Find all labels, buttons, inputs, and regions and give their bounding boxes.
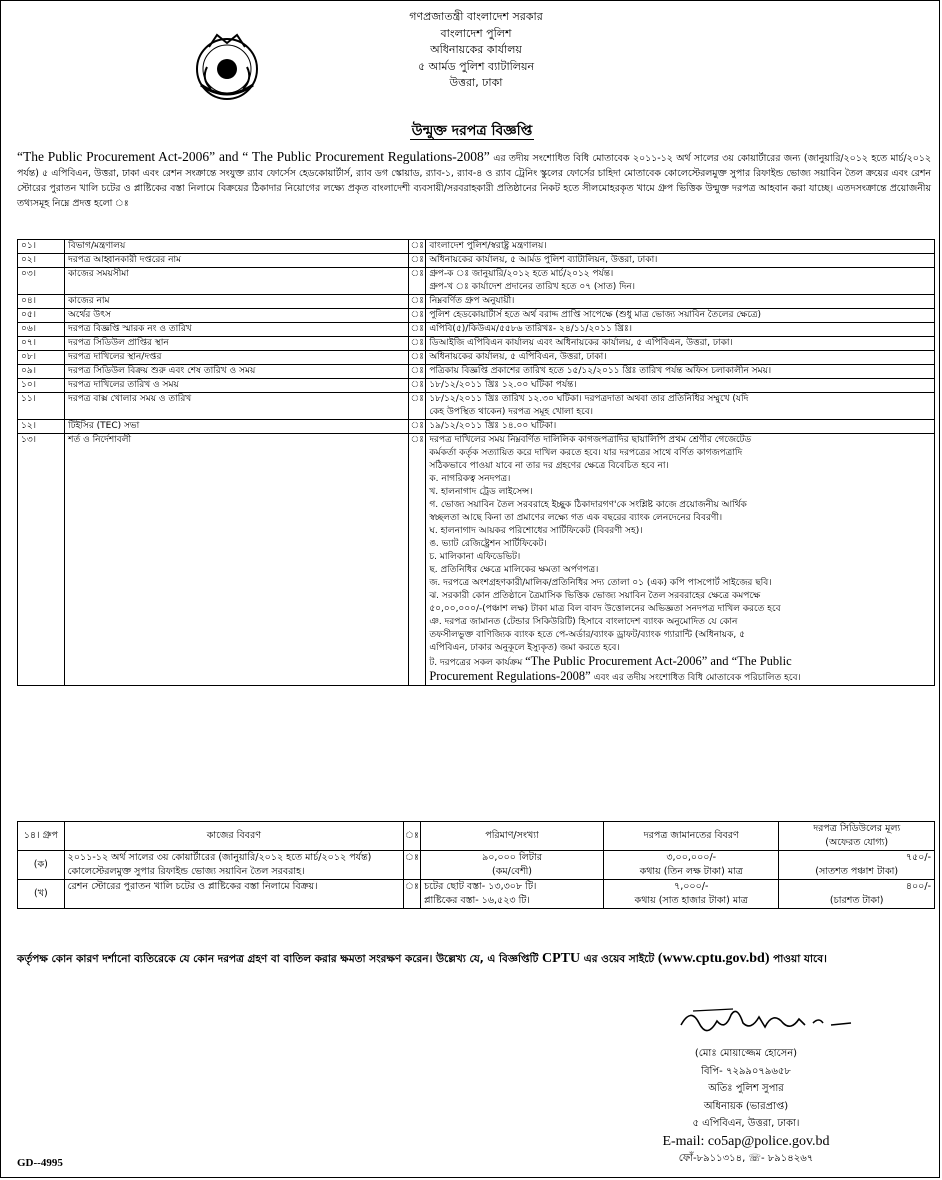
- row-value: ১৯/১২/২০১১ খ্রিঃ ১৪.০০ ঘটিকা।: [426, 420, 935, 434]
- row-colon: ঃ: [409, 295, 426, 309]
- col-header-security: দরপত্র জামানতের বিবরণ: [604, 822, 779, 851]
- col-header-group: ১৪। গ্রুপ: [18, 822, 65, 851]
- price-line: (সাতশত পঞ্চাশ টাকা): [815, 866, 899, 877]
- table-row: [18, 420, 935, 434]
- signature-block: [611, 1045, 881, 1168]
- condition-line: ঞ. দরপত্র জামানত (টেন্ডার সিকিউরিটি) হিসাবে বাংলাদেশ ব্যাংক অনুমোদিত যে কোন: [429, 617, 738, 627]
- row-colon: ঃ: [404, 822, 421, 851]
- condition-line: ঘ. হালনাগাদ আয়কর পরিশোধের সার্টিফিকেট (বিবরণী সহ)।: [429, 526, 643, 536]
- note-text: এর ওয়েব সাইটে: [580, 953, 658, 965]
- gd-number: GD--4995: [17, 1157, 63, 1169]
- row-value: পুলিশ হেডকোয়ার্টার্স হতে অর্থ বরাদ্দ প্রাপ্তি সাপেক্ষে (শুধু মাত্র ভোজ্য সয়াবিন তৈলের ক্ষেত্রে): [426, 309, 935, 323]
- groups-header-row: [18, 822, 935, 851]
- signatory-email[interactable]: E-mail: co5ap@police.gov.bd: [662, 1133, 830, 1149]
- group-description: ২০১১-১২ অর্থ সালের ৩য় কোয়ার্টারের (জানুয়ারি/২০১২ হতে মার্চ/২০১২ পর্যন্ত) কোলেস্টেরলমুক্ত সুপার রিফাইন্ড ভোজ্য সয়াবিন তৈল সরবরাহ।: [64, 851, 403, 880]
- row-value: [426, 393, 935, 420]
- row-value: পত্রিকায় বিজ্ঞপ্তি প্রকাশের তারিখ হতে ১৫/১২/২০১১ খ্রিঃ তারিখ পর্যন্ত অফিস চলাকালীন সময়।: [426, 365, 935, 379]
- row-colon: ঃ: [409, 268, 426, 295]
- note-text: কর্তৃপক্ষ কোন কারণ দর্শানো ব্যতিরেকে যে কোন দরপত্র গ্রহণ বা বাতিল করার ক্ষমতা সংরক্ষণ করেন। উল্লেখ্য যে, এ বিজ্ঞপ্তিটি: [17, 953, 542, 965]
- row-colon: ঃ: [409, 379, 426, 393]
- handwritten-signature-icon: [673, 1001, 863, 1041]
- row-number: ০১।: [18, 240, 65, 254]
- security-line: ৩,০০,০০০/-: [666, 852, 717, 863]
- police-emblem-icon: [187, 27, 267, 107]
- row-value-line: কেহ উপস্থিত থাকেন) দরপত্র সমূহ খোলা হবে।: [429, 407, 593, 417]
- condition-line: তফসীলভুক্ত বাণিজ্যিক ব্যাংক হতে পে-অর্ডার/ব্যাংক ড্রাফট/ব্যাংক গ্যারান্টি (অধিনায়ক, ৫: [429, 630, 745, 640]
- row-value: অধিনায়কের কার্যালয়, ৫ এপিবিএন, উত্তরা, ঢাকা।: [426, 351, 935, 365]
- row-label: শর্ত ও নির্দেশাবলী: [65, 434, 409, 686]
- signatory-rank: অতিঃ পুলিশ সুপার: [708, 1083, 784, 1094]
- price-line: (চারশত টাকা): [829, 895, 884, 906]
- row-label: টিইসির (TEC) সভা: [65, 420, 409, 434]
- table-row: [18, 254, 935, 268]
- group-price: [779, 880, 935, 909]
- condition-line: স্বচ্ছলতা আছে কিনা তা প্রমাণের লক্ষ্যে গত এক বছরের ব্যাংক লেনদেনের বিবরণী।: [429, 513, 723, 523]
- row-number: ০৮।: [18, 351, 65, 365]
- row-number: ০৯।: [18, 365, 65, 379]
- table-row: [18, 240, 935, 254]
- row-number: ০২।: [18, 254, 65, 268]
- row-label: দরপত্র দাখিলের স্থান/দপ্তর: [65, 351, 409, 365]
- group-quantity: [420, 851, 603, 880]
- row-number: ১২।: [18, 420, 65, 434]
- conditions-list: [426, 434, 935, 686]
- office-header: [331, 9, 621, 92]
- group-code: (খ): [18, 880, 65, 909]
- row-value: নিম্নবর্ণিত গ্রুপ অনুযায়ী।: [426, 295, 935, 309]
- row-number: ১০।: [18, 379, 65, 393]
- row-value: বাংলাদেশ পুলিশ/স্বরাষ্ট্র মন্ত্রণালয়।: [426, 240, 935, 254]
- tender-info-table: [17, 239, 935, 686]
- row-colon: ঃ: [409, 351, 426, 365]
- intro-act-name: “The Public Procurement Act-2006” and “ The Public Procurement Regulations-2008”: [17, 149, 490, 164]
- table-row: [18, 365, 935, 379]
- row-colon: ঃ: [409, 240, 426, 254]
- row-label: দরপত্র দাখিলের তারিখ ও সময়: [65, 379, 409, 393]
- row-label: অর্থের উৎস: [65, 309, 409, 323]
- row-value-line: গ্রুপ-খ ঃ কার্যাদেশ প্রদানের তারিখ হতে ০৭ (সাত) দিন।: [429, 282, 635, 292]
- row-label: দরপত্র সিডিউল প্রাপ্তির স্থান: [65, 337, 409, 351]
- conditions-row: [18, 434, 935, 686]
- row-number: ০৪।: [18, 295, 65, 309]
- intro-paragraph: [17, 149, 931, 211]
- quantity-line: চটের ছোট বস্তা- ১৩,৩০৮ টি।: [423, 881, 537, 892]
- group-security: [604, 880, 779, 909]
- condition-line: জ. দরপত্রে অংশগ্রহণকারী/মালিক/প্রতিনিধির সদ্য তোলা ০১ (এক) কপি পাসপোর্ট সাইজের ছবি।: [429, 578, 772, 588]
- table-row: [18, 268, 935, 295]
- group-code: (ক): [18, 851, 65, 880]
- group-price: [779, 851, 935, 880]
- table-row: [18, 323, 935, 337]
- condition-line: দরপত্র দাখিলের সময় নিম্নবর্ণিত দালিলিক কাগজপত্রাদির ছায়ালিপি প্রথম শ্রেণীর গেজেটেড: [429, 435, 752, 445]
- condition-line: ছ. প্রতিনিধির ক্ষেত্রে মালিকের ক্ষমতা অর্পণপত্র।: [429, 565, 599, 575]
- condition-act-name: “The Public Procurement Act-2006” and “The Public: [525, 654, 792, 668]
- price-header-line: দরপত্র সিডিউলের মূল্য: [813, 823, 901, 834]
- authority-note: [17, 949, 935, 969]
- header-line: ৫ আর্মড পুলিশ ব্যাটালিয়ন: [417, 59, 535, 73]
- header-line: অধিনায়কের কার্যালয়: [430, 43, 522, 56]
- intro-text: এর তদীয় সংশোধিত বিধি মোতাবেক ২০১১-১২ অর্থ সালের ৩য় কোয়ার্টারের জন্য (জানুয়ারি/২০১২ হতে মার্চ/২০১২ পর্যন্ত) ৫ এপিবিএন, উত্তরা, ঢাকা এবং রেশন সংক্রান্তে সংযুক্ত র‌্যাব ফোর্সেস হেডকোয়ার্টার্স, র‌্যাব ডগ স্কোয়াড, র‌্যাব-১, র‌্যাব-৪ ও র‌্যাব ট্রেনিং স্কুলের ফোর্সের চাহিদা মোতাবেক কোলেস্টেরলমুক্ত সুপার রিফাইন্ড ভোজ্য সয়াবিন তৈল ক্রয়ের এবং রেশন স্টোরের পুরাতন খালি চটের ও প্লাষ্টিকের বস্তা নিলামে বিক্রয়ের ঠিকাদার নিয়োগের লক্ষ্যে প্রকৃত বাংলাদেশী ব্যবসায়ী/সরবরাহকারী প্রতিষ্ঠানের নিকট হতে সীলমোহরকৃত খামে গ্রুপ ভিত্তিক উন্মুক্ত দরপত্র আহবান করা যাচ্ছে। এতদসংক্রান্তে প্রয়োজনীয় তথ্যসমূহ নিম্নে প্রদত্ত হলো ঃ: [17, 153, 931, 209]
- condition-line-last: [429, 655, 931, 670]
- group-description: রেশন স্টোরের পুরাতন খালি চটের ও প্লাষ্টিকের বস্তা নিলামে বিক্রয়।: [64, 880, 403, 909]
- row-label: দরপত্র আহ্বানকারী দপ্তরের নাম: [65, 254, 409, 268]
- table-row: [18, 393, 935, 420]
- note-cptu: CPTU: [541, 951, 581, 966]
- price-header-line: (অফেরত যোগ্য): [825, 837, 889, 848]
- row-colon: ঃ: [409, 309, 426, 323]
- condition-line: সঠিকভাবে পাওয়া যাবে না তার দর গ্রহণের ক্ষেত্রে বিবেচিত হবে না।: [429, 461, 669, 471]
- condition-line-last: [429, 670, 931, 685]
- row-number: ১৩।: [18, 434, 65, 686]
- row-value: ডিআইজি এপিবিএন কার্যালয় এবং অধিনায়কের কার্যালয়, ৫ এপিবিএন, উত্তরা, ঢাকা।: [426, 337, 935, 351]
- quantity-line: প্লাষ্টিকের বস্তা- ১৬,৫২৩ টি।: [423, 895, 530, 906]
- row-number: ১১।: [18, 393, 65, 420]
- row-label: দরপত্র সিডিউল বিক্রয় শুরু এবং শেষ তারিখ ও সময়: [65, 365, 409, 379]
- condition-text: এবং এর তদীয় সংশোধিত বিধি মোতাবেক পরিচালিত হবে।: [590, 673, 801, 683]
- groups-table: [17, 821, 935, 909]
- row-value: [426, 268, 935, 295]
- header-line: উত্তরা, ঢাকা: [449, 76, 503, 89]
- row-number: ০৬।: [18, 323, 65, 337]
- group-row: [18, 880, 935, 909]
- header-line: বাংলাদেশ পুলিশ: [440, 26, 512, 40]
- signatory-bp: বিপি- ৭২৯৯০৭৯৬৫৮: [701, 1065, 791, 1077]
- security-line: কথায় (সাত হাজার টাকা) মাত্র: [634, 895, 748, 906]
- signatory-phone: ফোঁ-৮৯১১৩১৪, ☏- ৮৯১৪২৬৭: [678, 1153, 814, 1164]
- signatory-role: অধিনায়ক (ভারপ্রাপ্ত): [703, 1100, 789, 1112]
- condition-line: চ. মালিকানা এফিডেভিট।: [429, 552, 521, 562]
- row-colon: ঃ: [409, 420, 426, 434]
- row-colon: ঃ: [404, 880, 421, 909]
- row-colon: ঃ: [409, 254, 426, 268]
- condition-act-name: Procurement Regulations-2008”: [429, 669, 591, 683]
- row-number: ০৩।: [18, 268, 65, 295]
- row-value-line: ১৮/১২/২০১১ খ্রিঃ তারিখ ১২.৩০ ঘটিকা। দরপত্রদাতা অথবা তার প্রতিনিধির সম্মুখে (যদি: [429, 394, 749, 404]
- price-line: ৪০০/-: [905, 881, 931, 892]
- row-label: বিভাগ/মন্ত্রণালয়: [65, 240, 409, 254]
- table-row: [18, 351, 935, 365]
- header-line: গণপ্রজাতন্ত্রী বাংলাদেশ সরকার: [409, 10, 543, 23]
- col-header-description: কাজের বিবরণ: [64, 822, 403, 851]
- group-security: [604, 851, 779, 880]
- signatory-name: (মোঃ মোয়াজ্জেম হোসেন): [694, 1048, 798, 1059]
- col-header-price: [779, 822, 935, 851]
- cptu-website-link[interactable]: (www.cptu.gov.bd): [657, 951, 770, 966]
- row-value: ১৮/১২/২০১১ খ্রিঃ ১২.০০ ঘটিকা পর্যন্ত।: [426, 379, 935, 393]
- price-line: ৭৫০/-: [905, 852, 931, 863]
- row-colon: ঃ: [404, 851, 421, 880]
- notice-title: উন্মুক্ত দরপত্র বিজ্ঞপ্তি: [411, 123, 533, 139]
- group-row: [18, 851, 935, 880]
- quantity-line: (কম/বেশী): [492, 866, 533, 877]
- row-value: অধিনায়কের কার্যালয়, ৫ আর্মড পুলিশ ব্যাটালিয়ন, উত্তরা, ঢাকা।: [426, 254, 935, 268]
- security-line: ৭,০০০/-: [674, 881, 709, 892]
- condition-line: ৫০,০০,০০০/-(পঞ্চাশ লক্ষ) টাকা মাত্র বিল বাবদ উত্তোলনের অভিজ্ঞতা সনদপত্র দাখিল করতে হবে: [429, 604, 781, 614]
- table-row: [18, 379, 935, 393]
- condition-line: খ. হালনাগাদ ট্রেড লাইসেন্স।: [429, 487, 533, 497]
- table-row: [18, 295, 935, 309]
- row-colon: ঃ: [409, 365, 426, 379]
- condition-line: ঙ. ভ্যাট রেজিষ্ট্রেশন সার্টিফিকেট।: [429, 539, 547, 549]
- condition-line: কর্মকর্তা কর্তৃক সত্যায়িত করে দাখিল করতে হবে। যার দরপত্রের সাথে বর্ণিত কাগজপত্রাদি: [429, 448, 743, 458]
- row-label: দরপত্র বাক্স খোলার সময় ও তারিখ: [65, 393, 409, 420]
- security-line: কথায় (তিন লক্ষ টাকা) মাত্র: [639, 866, 743, 877]
- condition-text: ট. দরপত্রের সকল কার্যক্রম: [429, 658, 526, 668]
- note-text: পাওয়া যাবে।: [769, 953, 827, 965]
- row-value: এপিবি(৫)/কিউএম/৫৫৮৬ তারিখঃ- ২৪/১১/২০১১ খ্রিঃ।: [426, 323, 935, 337]
- condition-line: গ. ভোজ্য সয়াবিন তৈল সরবরাহে ইচ্ছুক ঠিকাদারগণ'কে সংশ্লিষ্ট কাজে প্রয়োজনীয় আর্থিক: [429, 500, 747, 510]
- row-colon: ঃ: [409, 337, 426, 351]
- condition-line: ক. নাগরিকত্ব সনদপত্র।: [429, 474, 511, 484]
- table-row: [18, 337, 935, 351]
- row-colon: ঃ: [409, 393, 426, 420]
- signatory-unit: ৫ এপিবিএন, উত্তরা, ঢাকা।: [692, 1118, 800, 1129]
- condition-line: এপিবিএন, ঢাকার অনুকূলে ইস্যুকৃত) জমা করতে হবে।: [429, 643, 620, 653]
- row-value-line: গ্রুপ-ক ঃ জানুয়ারি/২০১২ হতে মার্চ/২০১২ পর্যন্ত।: [429, 269, 614, 279]
- row-colon: ঃ: [409, 434, 426, 686]
- col-header-quantity: পরিমাণ/সংখ্যা: [420, 822, 603, 851]
- table-row: [18, 309, 935, 323]
- row-colon: ঃ: [409, 323, 426, 337]
- row-number: ০৭।: [18, 337, 65, 351]
- row-label: কাজের সময়সীমা: [65, 268, 409, 295]
- condition-line: ঝ. সরকারী কোন প্রতিষ্ঠানে ত্রৈমাসিক ভিত্তিক ভোজ্য সয়াবিন তৈল সরবরাহের ক্ষেত্রে কমপক্ষে: [429, 591, 761, 601]
- row-label: দরপত্র বিজ্ঞপ্তি স্মারক নং ও তারিখ: [65, 323, 409, 337]
- quantity-line: ৯০,০০০ লিটার: [482, 852, 542, 863]
- row-number: ০৫।: [18, 309, 65, 323]
- group-quantity: [420, 880, 603, 909]
- row-label: কাজের নাম: [65, 295, 409, 309]
